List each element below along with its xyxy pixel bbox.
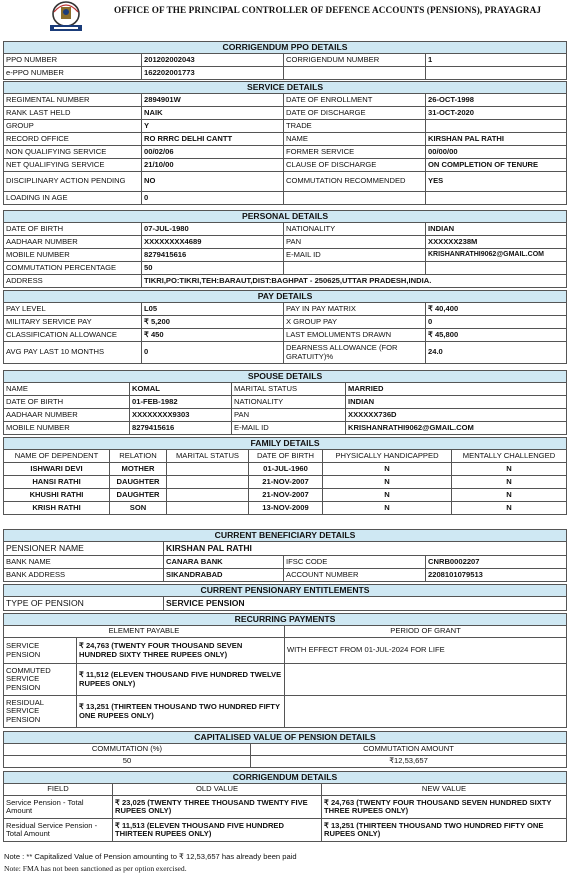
new-value: ₹ 13,251 (THIRTEEN THOUSAND TWO HUNDRED FIFTY ONE RUPEES ONLY) [322, 819, 567, 842]
element-name: RESIDUAL SERVICE PENSION [4, 696, 77, 728]
field-label: BANK ADDRESS [4, 569, 164, 582]
field-label: E-MAIL ID [284, 249, 426, 262]
field-label: IFSC CODE [284, 556, 426, 569]
field-value: 31-OCT-2020 [426, 107, 567, 120]
field-value: ₹ 45,800 [426, 329, 567, 342]
office-title: OFFICE OF THE PRINCIPAL CONTROLLER OF DEFENCE ACCOUNTS (PENSIONS), PRAYAGRAJ [114, 5, 542, 15]
field-label: AVG PAY LAST 10 MONTHS [4, 342, 142, 364]
field-label: e-PPO NUMBER [4, 67, 142, 80]
field-label: PAN [232, 409, 346, 422]
field-value: XXXXXX238M [426, 236, 567, 249]
field-value: 00/00/00 [426, 146, 567, 159]
capitalised-value-table [3, 731, 567, 768]
field-label: RECORD OFFICE [4, 133, 142, 146]
field-label: COMMUTATION PERCENTAGE [4, 262, 142, 275]
field-label: DATE OF BIRTH [4, 396, 130, 409]
field-value: ₹ 5,200 [142, 316, 284, 329]
element-amount: ₹ 24,763 (TWENTY FOUR THOUSAND SEVEN HUNDRED SIXTY THREE RUPEES ONLY) [77, 638, 285, 664]
column-header: OLD VALUE [113, 784, 322, 796]
section-title: FAMILY DETAILS [4, 438, 567, 450]
old-value: ₹ 11,513 (ELEVEN THOUSAND FIVE HUNDRED THIRTEEN RUPEES ONLY) [113, 819, 322, 842]
table-row [4, 696, 567, 728]
element-amount: ₹ 13,251 (THIRTEEN THOUSAND TWO HUNDRED FIFTY ONE RUPEES ONLY) [77, 696, 285, 728]
field-value: YES [426, 172, 567, 192]
field-label: CLAUSE OF DISCHARGE [284, 159, 426, 172]
field-label: PPO NUMBER [4, 54, 142, 67]
corrigendum-field: Residual Service Pension - Total Amount [4, 819, 113, 842]
section-title: CORRIGENDUM PPO DETAILS [4, 42, 567, 54]
field-label: MOBILE NUMBER [4, 249, 142, 262]
field-value: 26-OCT-1998 [426, 94, 567, 107]
dependent-challenged: N [452, 463, 567, 476]
commutation-percent: 50 [4, 756, 251, 768]
type-of-pension: SERVICE PENSION [164, 597, 567, 611]
column-header: ELEMENT PAYABLE [4, 626, 285, 638]
field-value: INDIAN [346, 396, 567, 409]
field-label: TRADE [284, 120, 426, 133]
field-value: NO [142, 172, 284, 192]
column-header: PHYSICALLY HANDICAPPED [323, 450, 452, 463]
field-label: BANK NAME [4, 556, 164, 569]
table-row [4, 489, 567, 502]
old-value: ₹ 23,025 (TWENTY THREE THOUSAND TWENTY FIVE RUPEES ONLY) [113, 796, 322, 819]
dependent-handicapped: N [323, 463, 452, 476]
field-label: PAY IN PAY MATRIX [284, 303, 426, 316]
table-row [4, 819, 567, 842]
empty-cell [284, 67, 426, 80]
table-row [4, 476, 567, 489]
dependent-marital-status [167, 502, 249, 515]
field-value: 2208101079513 [426, 569, 567, 582]
page-header [0, 0, 580, 38]
dependent-handicapped: N [323, 502, 452, 515]
period-of-grant: WITH EFFECT FROM 01-JUL-2024 FOR LIFE [285, 638, 567, 664]
section-title: CURRENT PENSIONARY ENTITLEMENTS [4, 585, 567, 597]
column-header: FIELD [4, 784, 113, 796]
dependent-marital-status [167, 463, 249, 476]
empty-cell [284, 262, 426, 275]
empty-cell [426, 192, 567, 205]
period-of-grant [285, 664, 567, 696]
field-label: DATE OF BIRTH [4, 223, 142, 236]
field-label: GROUP [4, 120, 142, 133]
column-header: COMMUTATION AMOUNT [251, 744, 567, 756]
field-label: COMMUTATION RECOMMENDED [284, 172, 426, 192]
field-value: 07-JUL-1980 [142, 223, 284, 236]
dependent-relation: DAUGHTER [110, 476, 167, 489]
spouse-details-table [3, 370, 567, 435]
field-label: MOBILE NUMBER [4, 422, 130, 435]
field-value: 50 [142, 262, 284, 275]
section-title: CORRIGENDUM DETAILS [4, 772, 567, 784]
field-label: NAME [284, 133, 426, 146]
field-value: 0 [142, 342, 284, 364]
field-label: ACCOUNT NUMBER [284, 569, 426, 582]
field-label: TYPE OF PENSION [4, 597, 164, 611]
field-value: Y [142, 120, 284, 133]
element-name: COMMUTED SERVICE PENSION [4, 664, 77, 696]
field-label: MARITAL STATUS [232, 383, 346, 396]
field-label: DEARNESS ALLOWANCE (FOR GRATUITY)% [284, 342, 426, 364]
element-amount: ₹ 11,512 (ELEVEN THOUSAND FIVE HUNDRED TWELVE RUPEES ONLY) [77, 664, 285, 696]
corrigendum-ppo-table [3, 41, 567, 80]
section-title: SERVICE DETAILS [4, 82, 567, 94]
field-value: L05 [142, 303, 284, 316]
field-value: INDIAN [426, 223, 567, 236]
field-value: 00/02/06 [142, 146, 284, 159]
corrigendum-details-table [3, 771, 567, 842]
column-header: NAME OF DEPENDENT [4, 450, 110, 463]
dependent-marital-status [167, 489, 249, 502]
dependent-challenged: N [452, 476, 567, 489]
dependent-name: HANSI RATHI [4, 476, 110, 489]
column-header: MENTALLY CHALLENGED [452, 450, 567, 463]
column-header: COMMUTATION (%) [4, 744, 251, 756]
field-value: XXXXXX736D [346, 409, 567, 422]
section-title: RECURRING PAYMENTS [4, 614, 567, 626]
field-value [426, 120, 567, 133]
field-value: SIKANDRABAD [164, 569, 284, 582]
dependent-dob: 13-NOV-2009 [249, 502, 323, 515]
field-value: XXXXXXXX4689 [142, 236, 284, 249]
field-label: NON QUALIFYING SERVICE [4, 146, 142, 159]
personal-details-table [3, 210, 567, 288]
field-label: AADHAAR NUMBER [4, 236, 142, 249]
field-label: CLASSIFICATION ALLOWANCE [4, 329, 142, 342]
period-of-grant [285, 696, 567, 728]
empty-cell [284, 192, 426, 205]
email-value: KRISHANRATHI9062@GMAIL.COM [426, 249, 567, 262]
dependent-dob: 21-NOV-2007 [249, 489, 323, 502]
field-label: REGIMENTAL NUMBER [4, 94, 142, 107]
field-label: PAY LEVEL [4, 303, 142, 316]
section-title: CAPITALISED VALUE OF PENSION DETAILS [4, 732, 567, 744]
dependent-dob: 21-NOV-2007 [249, 476, 323, 489]
field-label: E-MAIL ID [232, 422, 346, 435]
field-label: RANK LAST HELD [4, 107, 142, 120]
table-row [4, 502, 567, 515]
field-label: PENSIONER NAME [4, 542, 164, 556]
field-value: RO RRRC DELHI CANTT [142, 133, 284, 146]
field-label: ADDRESS [4, 275, 142, 288]
table-row [4, 638, 567, 664]
field-value: CNRB0002207 [426, 556, 567, 569]
field-value: ₹ 450 [142, 329, 284, 342]
dependent-relation: SON [110, 502, 167, 515]
column-header: RELATION [110, 450, 167, 463]
emblem-logo [44, 0, 88, 34]
field-value: 01-FEB-1982 [130, 396, 232, 409]
table-row [4, 796, 567, 819]
service-details-table [3, 81, 567, 205]
field-value: KRISHANRATHI9062@GMAIL.COM [346, 422, 567, 435]
column-header: DATE OF BIRTH [249, 450, 323, 463]
field-value: 8279415616 [130, 422, 232, 435]
address-value: TIKRI,PO:TIKRI,TEH:BARAUT,DIST:BAGHPAT - 250625,UTTAR PRADESH,INDIA. [142, 275, 567, 288]
field-label: CORRIGENDUM NUMBER [284, 54, 426, 67]
field-value: MARRIED [346, 383, 567, 396]
dependent-handicapped: N [323, 476, 452, 489]
beneficiary-details-table [3, 529, 567, 582]
section-title: CURRENT BENEFICIARY DETAILS [4, 530, 567, 542]
field-label: PAN [284, 236, 426, 249]
dependent-relation: MOTHER [110, 463, 167, 476]
dependent-challenged: N [452, 489, 567, 502]
family-details-table [3, 437, 567, 515]
pensioner-name: KIRSHAN PAL RATHI [164, 542, 567, 556]
dependent-challenged: N [452, 502, 567, 515]
corrigendum-number: 1 [426, 54, 567, 67]
dependent-dob: 01-JUL-1960 [249, 463, 323, 476]
recurring-payments-table [3, 613, 567, 728]
column-header: NEW VALUE [322, 784, 567, 796]
commutation-amount: ₹12,53,657 [251, 756, 567, 768]
field-label: NAME [4, 383, 130, 396]
table-row [4, 463, 567, 476]
field-label: NET QUALIFYING SERVICE [4, 159, 142, 172]
field-label: NATIONALITY [232, 396, 346, 409]
section-title: PAY DETAILS [4, 291, 567, 303]
section-title: PERSONAL DETAILS [4, 211, 567, 223]
field-value: 0 [142, 192, 284, 205]
field-label: MILITARY SERVICE PAY [4, 316, 142, 329]
column-header: MARITAL STATUS [167, 450, 249, 463]
dependent-name: ISHWARI DEVI [4, 463, 110, 476]
field-value: NAIK [142, 107, 284, 120]
dependent-name: KRISH RATHI [4, 502, 110, 515]
eppo-number: 162202001773 [142, 67, 284, 80]
element-name: SERVICE PENSION [4, 638, 77, 664]
field-value: CANARA BANK [164, 556, 284, 569]
column-header: PERIOD OF GRANT [285, 626, 567, 638]
dependent-handicapped: N [323, 489, 452, 502]
field-value: 8279415616 [142, 249, 284, 262]
field-label: LAST EMOLUMENTS DRAWN [284, 329, 426, 342]
field-label: X GROUP PAY [284, 316, 426, 329]
capitalized-value-note: Note : ** Capitalized Value of Pension amounting to ₹ 12,53,657 has already been paid [4, 852, 297, 861]
ppo-number: 201202002043 [142, 54, 284, 67]
field-value: KOMAL [130, 383, 232, 396]
pay-details-table [3, 290, 567, 364]
new-value: ₹ 24,763 (TWENTY FOUR THOUSAND SEVEN HUNDRED SIXTY THREE RUPEES ONLY) [322, 796, 567, 819]
field-value: 2894901W [142, 94, 284, 107]
empty-cell [426, 262, 567, 275]
dependent-relation: DAUGHTER [110, 489, 167, 502]
corrigendum-field: Service Pension - Total Amount [4, 796, 113, 819]
field-label: DATE OF ENROLLMENT [284, 94, 426, 107]
field-label: NATIONALITY [284, 223, 426, 236]
field-value: ON COMPLETION OF TENURE [426, 159, 567, 172]
field-value: 21/10/00 [142, 159, 284, 172]
field-label: DISCIPLINARY ACTION PENDING [4, 172, 142, 192]
field-value: KIRSHAN PAL RATHI [426, 133, 567, 146]
entitlements-table [3, 584, 567, 611]
dependent-marital-status [167, 476, 249, 489]
fma-note: Note: FMA has not been sanctioned as per option exercised. [4, 864, 187, 873]
empty-cell [426, 67, 567, 80]
dependent-name: KHUSHI RATHI [4, 489, 110, 502]
field-value: 0 [426, 316, 567, 329]
field-value: 24.0 [426, 342, 567, 364]
field-label: FORMER SERVICE [284, 146, 426, 159]
field-label: DATE OF DISCHARGE [284, 107, 426, 120]
field-value: XXXXXXXX9303 [130, 409, 232, 422]
section-title: SPOUSE DETAILS [4, 371, 567, 383]
table-row [4, 664, 567, 696]
field-label: AADHAAR NUMBER [4, 409, 130, 422]
field-value: ₹ 40,400 [426, 303, 567, 316]
field-label: LOADING IN AGE [4, 192, 142, 205]
